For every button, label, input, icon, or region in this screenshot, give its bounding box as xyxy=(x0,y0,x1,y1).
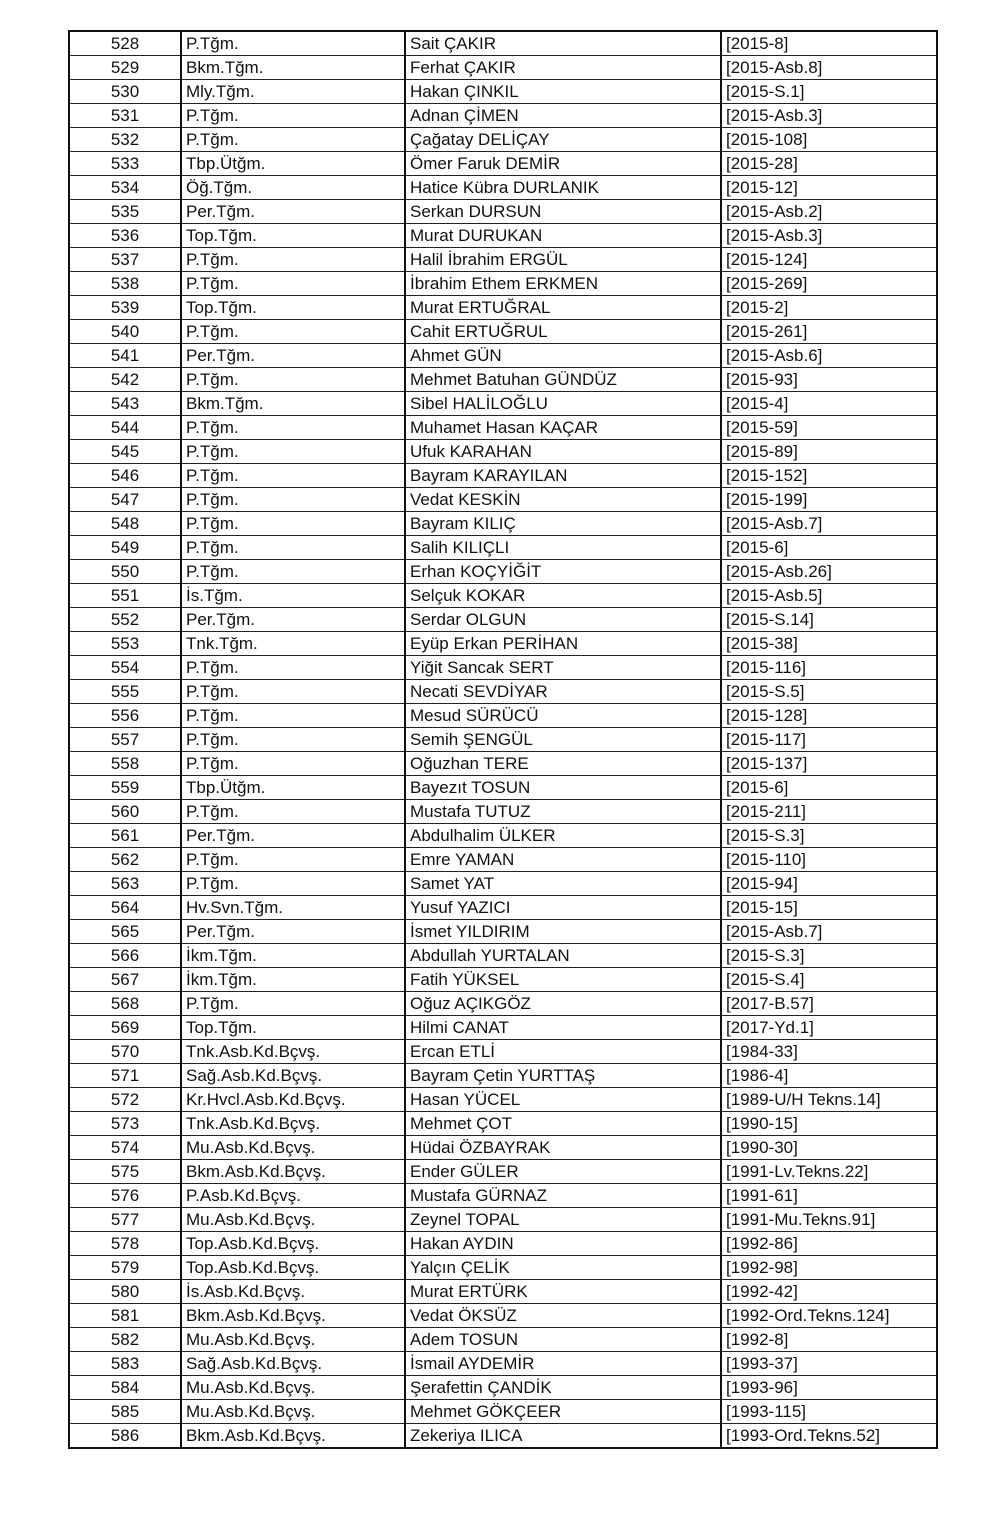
code-cell: [1990-15] xyxy=(721,1112,937,1136)
rank-cell: P.Tğm. xyxy=(181,320,405,344)
table-row xyxy=(69,872,937,896)
name-cell: İbrahim Ethem ERKMEN xyxy=(405,272,721,296)
name-cell: Mehmet Batuhan GÜNDÜZ xyxy=(405,368,721,392)
rank-cell: Top.Tğm. xyxy=(181,296,405,320)
rank-cell: P.Tğm. xyxy=(181,848,405,872)
code-cell: [2015-Asb.26] xyxy=(721,560,937,584)
name-cell: Abdulhalim ÜLKER xyxy=(405,824,721,848)
rank-cell: Mu.Asb.Kd.Bçvş. xyxy=(181,1376,405,1400)
rank-cell: Per.Tğm. xyxy=(181,200,405,224)
row-number: 586 xyxy=(69,1424,181,1449)
code-cell: [1989-U/H Tekns.14] xyxy=(721,1088,937,1112)
code-cell: [2015-S.3] xyxy=(721,944,937,968)
code-cell: [2015-2] xyxy=(721,296,937,320)
name-cell: Adnan ÇİMEN xyxy=(405,104,721,128)
table-row xyxy=(69,224,937,248)
rank-cell: İs.Tğm. xyxy=(181,584,405,608)
row-number: 576 xyxy=(69,1184,181,1208)
row-number: 545 xyxy=(69,440,181,464)
table-row xyxy=(69,200,937,224)
table-row xyxy=(69,584,937,608)
rank-cell: P.Tğm. xyxy=(181,464,405,488)
code-cell: [2017-B.57] xyxy=(721,992,937,1016)
name-cell: Murat ERTUĞRAL xyxy=(405,296,721,320)
rank-cell: P.Tğm. xyxy=(181,704,405,728)
code-cell: [1993-96] xyxy=(721,1376,937,1400)
row-number: 565 xyxy=(69,920,181,944)
table-row xyxy=(69,944,937,968)
code-cell: [1993-37] xyxy=(721,1352,937,1376)
table-row xyxy=(69,1280,937,1304)
code-cell: [2015-89] xyxy=(721,440,937,464)
rank-cell: P.Tğm. xyxy=(181,104,405,128)
name-cell: Bayram KARAYILAN xyxy=(405,464,721,488)
code-cell: [2017-Yd.1] xyxy=(721,1016,937,1040)
name-cell: İsmet YILDIRIM xyxy=(405,920,721,944)
name-cell: Cahit ERTUĞRUL xyxy=(405,320,721,344)
table-row xyxy=(69,1112,937,1136)
table-row xyxy=(69,896,937,920)
row-number: 534 xyxy=(69,176,181,200)
table-row xyxy=(69,1304,937,1328)
rank-cell: P.Tğm. xyxy=(181,440,405,464)
code-cell: [2015-6] xyxy=(721,536,937,560)
table-row xyxy=(69,176,937,200)
name-cell: Mustafa TUTUZ xyxy=(405,800,721,824)
table-row xyxy=(69,920,937,944)
row-number: 582 xyxy=(69,1328,181,1352)
row-number: 547 xyxy=(69,488,181,512)
code-cell: [2015-199] xyxy=(721,488,937,512)
table-row xyxy=(69,776,937,800)
code-cell: [2015-8] xyxy=(721,31,937,56)
code-cell: [2015-S.4] xyxy=(721,968,937,992)
table-row xyxy=(69,1160,937,1184)
code-cell: [2015-128] xyxy=(721,704,937,728)
code-cell: [2015-269] xyxy=(721,272,937,296)
table-row xyxy=(69,1400,937,1424)
rank-cell: P.Tğm. xyxy=(181,680,405,704)
code-cell: [2015-Asb.7] xyxy=(721,920,937,944)
name-cell: Zekeriya ILICA xyxy=(405,1424,721,1449)
table-row xyxy=(69,1184,937,1208)
name-cell: Vedat KESKİN xyxy=(405,488,721,512)
code-cell: [1991-61] xyxy=(721,1184,937,1208)
table-row xyxy=(69,1376,937,1400)
rank-cell: P.Tğm. xyxy=(181,488,405,512)
rank-cell: Bkm.Asb.Kd.Bçvş. xyxy=(181,1424,405,1449)
code-cell: [1991-Mu.Tekns.91] xyxy=(721,1208,937,1232)
table-row xyxy=(69,752,937,776)
code-cell: [2015-6] xyxy=(721,776,937,800)
table-row xyxy=(69,680,937,704)
row-number: 541 xyxy=(69,344,181,368)
row-number: 572 xyxy=(69,1088,181,1112)
code-cell: [2015-59] xyxy=(721,416,937,440)
code-cell: [2015-152] xyxy=(721,464,937,488)
name-cell: Hakan AYDIN xyxy=(405,1232,721,1256)
rank-cell: P.Tğm. xyxy=(181,272,405,296)
table-row xyxy=(69,824,937,848)
rank-cell: Top.Asb.Kd.Bçvş. xyxy=(181,1232,405,1256)
rank-cell: Per.Tğm. xyxy=(181,920,405,944)
code-cell: [2015-137] xyxy=(721,752,937,776)
row-number: 571 xyxy=(69,1064,181,1088)
row-number: 535 xyxy=(69,200,181,224)
row-number: 542 xyxy=(69,368,181,392)
name-cell: Adem TOSUN xyxy=(405,1328,721,1352)
table-row xyxy=(69,632,937,656)
table-row xyxy=(69,31,937,56)
name-cell: Bayezıt TOSUN xyxy=(405,776,721,800)
rank-cell: Öğ.Tğm. xyxy=(181,176,405,200)
name-cell: Muhamet Hasan KAÇAR xyxy=(405,416,721,440)
table-row xyxy=(69,56,937,80)
rank-cell: P.Tğm. xyxy=(181,128,405,152)
table-row xyxy=(69,488,937,512)
row-number: 536 xyxy=(69,224,181,248)
row-number: 569 xyxy=(69,1016,181,1040)
row-number: 581 xyxy=(69,1304,181,1328)
name-cell: Serkan DURSUN xyxy=(405,200,721,224)
name-cell: Ferhat ÇAKIR xyxy=(405,56,721,80)
code-cell: [2015-12] xyxy=(721,176,937,200)
code-cell: [2015-S.3] xyxy=(721,824,937,848)
table-row xyxy=(69,656,937,680)
table-row xyxy=(69,848,937,872)
table-row xyxy=(69,416,937,440)
name-cell: Ahmet GÜN xyxy=(405,344,721,368)
code-cell: [1993-115] xyxy=(721,1400,937,1424)
code-cell: [2015-38] xyxy=(721,632,937,656)
code-cell: [2015-S.5] xyxy=(721,680,937,704)
rank-cell: İkm.Tğm. xyxy=(181,968,405,992)
rank-cell: Bkm.Asb.Kd.Bçvş. xyxy=(181,1304,405,1328)
name-cell: Eyüp Erkan PERİHAN xyxy=(405,632,721,656)
code-cell: [2015-110] xyxy=(721,848,937,872)
table-row xyxy=(69,512,937,536)
rank-cell: P.Tğm. xyxy=(181,536,405,560)
code-cell: [1993-Ord.Tekns.52] xyxy=(721,1424,937,1449)
rank-cell: P.Tğm. xyxy=(181,248,405,272)
table-row xyxy=(69,992,937,1016)
row-number: 553 xyxy=(69,632,181,656)
row-number: 533 xyxy=(69,152,181,176)
rank-cell: P.Tğm. xyxy=(181,752,405,776)
rank-cell: P.Tğm. xyxy=(181,31,405,56)
code-cell: [2015-Asb.7] xyxy=(721,512,937,536)
row-number: 555 xyxy=(69,680,181,704)
table-row xyxy=(69,1016,937,1040)
name-cell: Murat ERTÜRK xyxy=(405,1280,721,1304)
rank-cell: Kr.Hvcl.Asb.Kd.Bçvş. xyxy=(181,1088,405,1112)
rank-cell: Bkm.Asb.Kd.Bçvş. xyxy=(181,1160,405,1184)
code-cell: [2015-94] xyxy=(721,872,937,896)
row-number: 566 xyxy=(69,944,181,968)
row-number: 532 xyxy=(69,128,181,152)
code-cell: [1990-30] xyxy=(721,1136,937,1160)
row-number: 550 xyxy=(69,560,181,584)
name-cell: Bayram Çetin YURTTAŞ xyxy=(405,1064,721,1088)
name-cell: Emre YAMAN xyxy=(405,848,721,872)
rank-cell: Top.Asb.Kd.Bçvş. xyxy=(181,1256,405,1280)
code-cell: [2015-261] xyxy=(721,320,937,344)
table-row xyxy=(69,344,937,368)
code-cell: [2015-4] xyxy=(721,392,937,416)
row-number: 563 xyxy=(69,872,181,896)
row-number: 568 xyxy=(69,992,181,1016)
rank-cell: P.Tğm. xyxy=(181,368,405,392)
row-number: 531 xyxy=(69,104,181,128)
row-number: 552 xyxy=(69,608,181,632)
name-cell: Halil İbrahim ERGÜL xyxy=(405,248,721,272)
name-cell: Necati SEVDİYAR xyxy=(405,680,721,704)
table-row xyxy=(69,1064,937,1088)
table-row xyxy=(69,1208,937,1232)
rank-cell: Per.Tğm. xyxy=(181,824,405,848)
rank-cell: Mu.Asb.Kd.Bçvş. xyxy=(181,1208,405,1232)
code-cell: [2015-S.1] xyxy=(721,80,937,104)
rank-cell: Mu.Asb.Kd.Bçvş. xyxy=(181,1136,405,1160)
rank-cell: Tnk.Asb.Kd.Bçvş. xyxy=(181,1112,405,1136)
name-cell: Sibel HALİLOĞLU xyxy=(405,392,721,416)
name-cell: Serdar OLGUN xyxy=(405,608,721,632)
rank-cell: Mu.Asb.Kd.Bçvş. xyxy=(181,1328,405,1352)
name-cell: Hatice Kübra DURLANIK xyxy=(405,176,721,200)
name-cell: Hakan ÇINKIL xyxy=(405,80,721,104)
table-row xyxy=(69,1232,937,1256)
name-cell: Yusuf YAZICI xyxy=(405,896,721,920)
row-number: 544 xyxy=(69,416,181,440)
rank-cell: Top.Tğm. xyxy=(181,224,405,248)
name-cell: Yiğit Sancak SERT xyxy=(405,656,721,680)
table-row xyxy=(69,128,937,152)
code-cell: [1992-86] xyxy=(721,1232,937,1256)
name-cell: Hüdai ÖZBAYRAK xyxy=(405,1136,721,1160)
row-number: 573 xyxy=(69,1112,181,1136)
row-number: 562 xyxy=(69,848,181,872)
rank-cell: Sağ.Asb.Kd.Bçvş. xyxy=(181,1352,405,1376)
code-cell: [2015-Asb.5] xyxy=(721,584,937,608)
code-cell: [2015-Asb.3] xyxy=(721,104,937,128)
rank-cell: İs.Asb.Kd.Bçvş. xyxy=(181,1280,405,1304)
code-cell: [2015-93] xyxy=(721,368,937,392)
rank-cell: P.Tğm. xyxy=(181,416,405,440)
name-cell: Mesud SÜRÜCÜ xyxy=(405,704,721,728)
table-body xyxy=(69,31,937,1448)
row-number: 556 xyxy=(69,704,181,728)
table-row xyxy=(69,1352,937,1376)
row-number: 538 xyxy=(69,272,181,296)
row-number: 575 xyxy=(69,1160,181,1184)
rank-cell: Per.Tğm. xyxy=(181,608,405,632)
row-number: 554 xyxy=(69,656,181,680)
name-cell: Mehmet ÇOT xyxy=(405,1112,721,1136)
name-cell: Semih ŞENGÜL xyxy=(405,728,721,752)
table-row xyxy=(69,1256,937,1280)
rank-cell: P.Tğm. xyxy=(181,800,405,824)
name-cell: Oğuz AÇIKGÖZ xyxy=(405,992,721,1016)
rank-cell: Tnk.Tğm. xyxy=(181,632,405,656)
table-row xyxy=(69,320,937,344)
code-cell: [2015-211] xyxy=(721,800,937,824)
code-cell: [2015-117] xyxy=(721,728,937,752)
row-number: 558 xyxy=(69,752,181,776)
row-number: 567 xyxy=(69,968,181,992)
row-number: 540 xyxy=(69,320,181,344)
name-cell: Selçuk KOKAR xyxy=(405,584,721,608)
row-number: 574 xyxy=(69,1136,181,1160)
name-cell: Sait ÇAKIR xyxy=(405,31,721,56)
row-number: 560 xyxy=(69,800,181,824)
rank-cell: Top.Tğm. xyxy=(181,1016,405,1040)
row-number: 570 xyxy=(69,1040,181,1064)
rank-cell: P.Tğm. xyxy=(181,872,405,896)
name-cell: Ercan ETLİ xyxy=(405,1040,721,1064)
rank-cell: P.Tğm. xyxy=(181,728,405,752)
code-cell: [1991-Lv.Tekns.22] xyxy=(721,1160,937,1184)
table-row xyxy=(69,272,937,296)
table-row xyxy=(69,104,937,128)
table-row xyxy=(69,248,937,272)
rank-cell: Mu.Asb.Kd.Bçvş. xyxy=(181,1400,405,1424)
name-cell: Ender GÜLER xyxy=(405,1160,721,1184)
rank-cell: Bkm.Tğm. xyxy=(181,56,405,80)
personnel-table xyxy=(68,30,938,1449)
table-row xyxy=(69,1424,937,1449)
rank-cell: Tbp.Ütğm. xyxy=(181,776,405,800)
table-row xyxy=(69,152,937,176)
rank-cell: Bkm.Tğm. xyxy=(181,392,405,416)
rank-cell: P.Tğm. xyxy=(181,560,405,584)
code-cell: [1992-42] xyxy=(721,1280,937,1304)
rank-cell: İkm.Tğm. xyxy=(181,944,405,968)
row-number: 577 xyxy=(69,1208,181,1232)
table-row xyxy=(69,560,937,584)
table-row xyxy=(69,464,937,488)
row-number: 537 xyxy=(69,248,181,272)
table-row xyxy=(69,536,937,560)
row-number: 584 xyxy=(69,1376,181,1400)
row-number: 548 xyxy=(69,512,181,536)
code-cell: [2015-S.14] xyxy=(721,608,937,632)
table-row xyxy=(69,704,937,728)
row-number: 585 xyxy=(69,1400,181,1424)
row-number: 530 xyxy=(69,80,181,104)
rank-cell: P.Tğm. xyxy=(181,512,405,536)
name-cell: Hasan YÜCEL xyxy=(405,1088,721,1112)
name-cell: Zeynel TOPAL xyxy=(405,1208,721,1232)
table-row xyxy=(69,368,937,392)
name-cell: Ömer Faruk DEMİR xyxy=(405,152,721,176)
name-cell: Salih KILIÇLI xyxy=(405,536,721,560)
rank-cell: Per.Tğm. xyxy=(181,344,405,368)
row-number: 529 xyxy=(69,56,181,80)
row-number: 579 xyxy=(69,1256,181,1280)
name-cell: Vedat ÖKSÜZ xyxy=(405,1304,721,1328)
table-row xyxy=(69,608,937,632)
code-cell: [2015-124] xyxy=(721,248,937,272)
table-row xyxy=(69,800,937,824)
table-row xyxy=(69,728,937,752)
rank-cell: P.Asb.Kd.Bçvş. xyxy=(181,1184,405,1208)
row-number: 539 xyxy=(69,296,181,320)
name-cell: Yalçın ÇELİK xyxy=(405,1256,721,1280)
table-row xyxy=(69,80,937,104)
table-row xyxy=(69,296,937,320)
name-cell: Fatih YÜKSEL xyxy=(405,968,721,992)
name-cell: Çağatay DELİÇAY xyxy=(405,128,721,152)
row-number: 578 xyxy=(69,1232,181,1256)
table-row xyxy=(69,392,937,416)
code-cell: [1986-4] xyxy=(721,1064,937,1088)
row-number: 528 xyxy=(69,31,181,56)
name-cell: Erhan KOÇYİĞİT xyxy=(405,560,721,584)
table-row xyxy=(69,1136,937,1160)
name-cell: Bayram KILIÇ xyxy=(405,512,721,536)
rank-cell: Tbp.Ütğm. xyxy=(181,152,405,176)
rank-cell: P.Tğm. xyxy=(181,656,405,680)
name-cell: Abdullah YURTALAN xyxy=(405,944,721,968)
row-number: 580 xyxy=(69,1280,181,1304)
name-cell: Oğuzhan TERE xyxy=(405,752,721,776)
name-cell: İsmail AYDEMİR xyxy=(405,1352,721,1376)
row-number: 543 xyxy=(69,392,181,416)
name-cell: Mustafa GÜRNAZ xyxy=(405,1184,721,1208)
name-cell: Mehmet GÖKÇEER xyxy=(405,1400,721,1424)
row-number: 561 xyxy=(69,824,181,848)
code-cell: [2015-Asb.2] xyxy=(721,200,937,224)
code-cell: [2015-116] xyxy=(721,656,937,680)
table-row xyxy=(69,968,937,992)
rank-cell: Mly.Tğm. xyxy=(181,80,405,104)
code-cell: [2015-Asb.8] xyxy=(721,56,937,80)
name-cell: Murat DURUKAN xyxy=(405,224,721,248)
rank-cell: Hv.Svn.Tğm. xyxy=(181,896,405,920)
row-number: 559 xyxy=(69,776,181,800)
code-cell: [2015-15] xyxy=(721,896,937,920)
table-row xyxy=(69,1088,937,1112)
code-cell: [2015-28] xyxy=(721,152,937,176)
row-number: 549 xyxy=(69,536,181,560)
row-number: 564 xyxy=(69,896,181,920)
name-cell: Samet YAT xyxy=(405,872,721,896)
table-row xyxy=(69,440,937,464)
rank-cell: P.Tğm. xyxy=(181,992,405,1016)
code-cell: [1992-98] xyxy=(721,1256,937,1280)
table-row xyxy=(69,1328,937,1352)
code-cell: [2015-108] xyxy=(721,128,937,152)
row-number: 551 xyxy=(69,584,181,608)
rank-cell: Sağ.Asb.Kd.Bçvş. xyxy=(181,1064,405,1088)
code-cell: [1992-Ord.Tekns.124] xyxy=(721,1304,937,1328)
table-row xyxy=(69,1040,937,1064)
row-number: 557 xyxy=(69,728,181,752)
row-number: 546 xyxy=(69,464,181,488)
rank-cell: Tnk.Asb.Kd.Bçvş. xyxy=(181,1040,405,1064)
name-cell: Şerafettin ÇANDİK xyxy=(405,1376,721,1400)
code-cell: [2015-Asb.6] xyxy=(721,344,937,368)
code-cell: [2015-Asb.3] xyxy=(721,224,937,248)
code-cell: [1984-33] xyxy=(721,1040,937,1064)
name-cell: Ufuk KARAHAN xyxy=(405,440,721,464)
row-number: 583 xyxy=(69,1352,181,1376)
name-cell: Hilmi CANAT xyxy=(405,1016,721,1040)
code-cell: [1992-8] xyxy=(721,1328,937,1352)
